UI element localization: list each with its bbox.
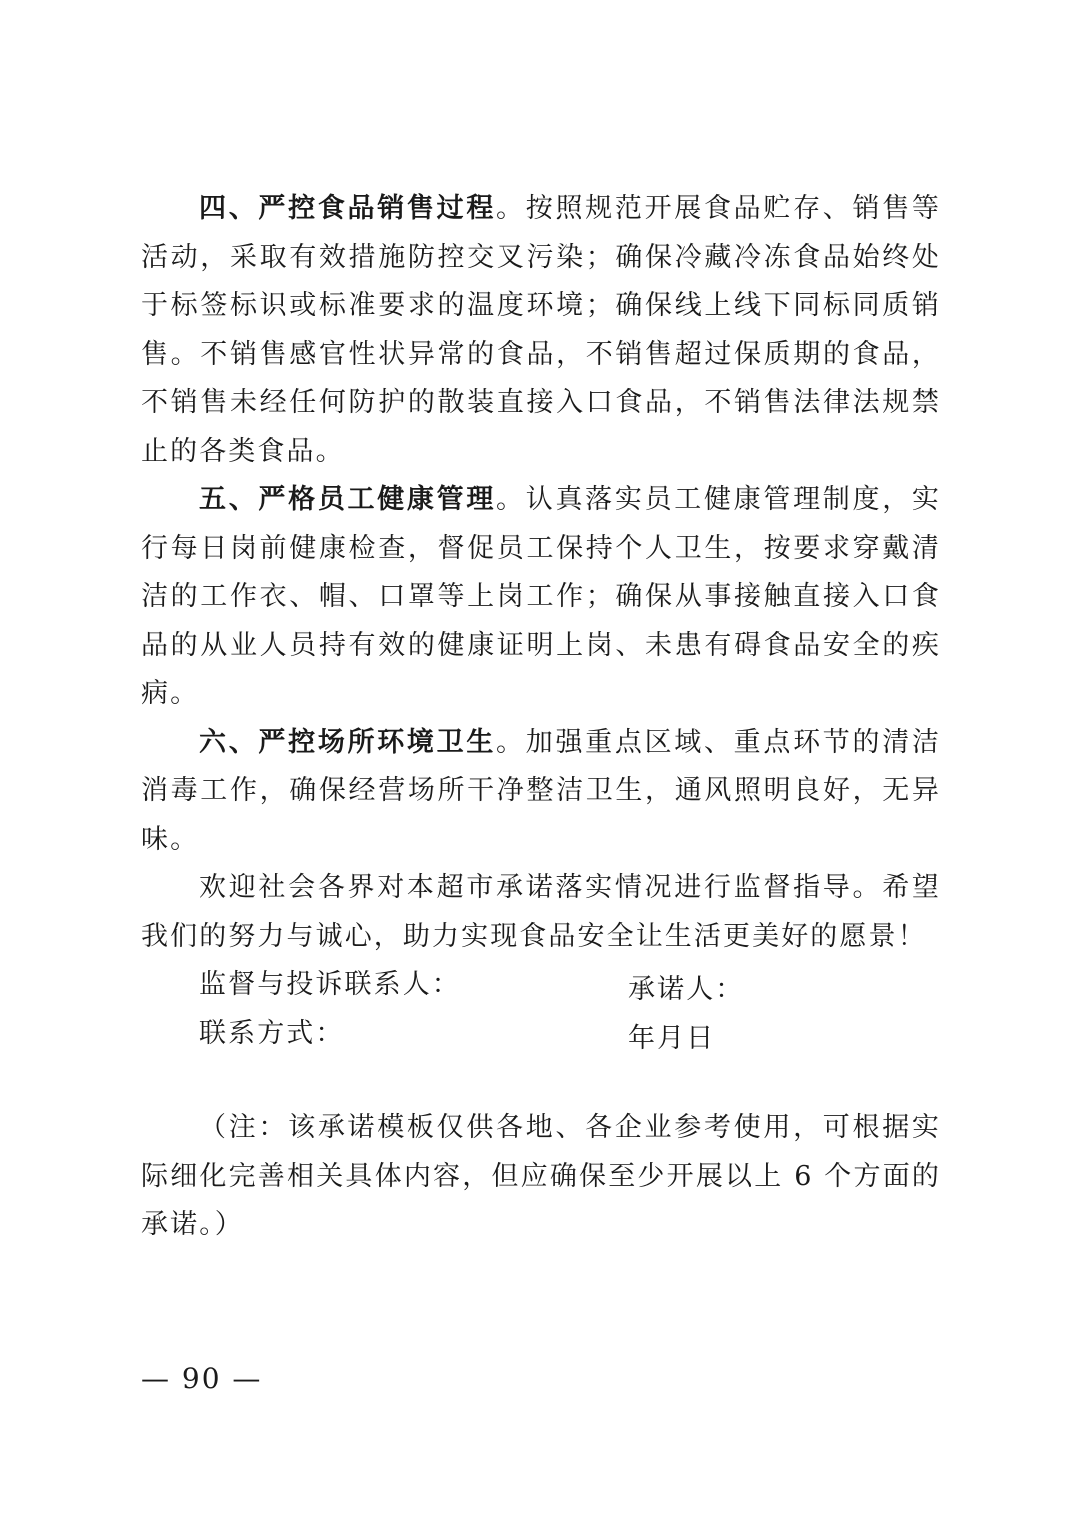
template-note (141, 1104, 941, 1250)
paragraph-sales-process (141, 185, 941, 476)
paragraph-staff-health (141, 476, 941, 719)
date-label: 年月日 (628, 1022, 716, 1054)
closing-paragraph: 欢迎社会各界对本超市承诺落实情况进行监督指导。希望我们的努力与诚心，助力实现食品安全让生活更美好的愿景！ (141, 872, 941, 952)
signature-block (628, 966, 744, 1063)
paragraph-text: 。认真落实员工健康管理制度，实行每日岗前健康检查，督促员工保持个人卫生，按要求穿戴清洁的工作衣、帽、口罩等上岗工作；确保从事接触直接入口食品的从业人员持有效的健康证明上岗、未患有碍食品安全的疾病。 (141, 484, 942, 709)
commitment-body (141, 185, 941, 1058)
promisor-label: 承诺人： (628, 974, 745, 1005)
paragraph-heading: 五、严格员工健康管理 (199, 484, 497, 515)
page-number: — 90 — (141, 1362, 263, 1395)
paragraph-text: 。按照规范开展食品贮存、销售等活动，采取有效措施防控交叉污染；确保冷藏冷冻食品始终处于标签标识或标准要求的温度环境；确保线上线下同标同质销售。不销售感官性状异常的食品，不销售超过保质期的食品，不销售未经任何防护的散装直接入口食品，不销售法律法规禁止的各类食品。 (141, 193, 942, 467)
paragraph-heading: 四、严控食品销售过程 (199, 193, 497, 224)
paragraph-heading: 六、严控场所环境卫生 (199, 726, 497, 758)
template-note-text: （注：该承诺模板仅供各地、各企业参考使用，可根据实际细化完善相关具体内容，但应确保至少开展以上 6 个方面的承诺。） (141, 1112, 941, 1240)
contact-method-label: 联系方式： (199, 1017, 345, 1049)
paragraph-text: 。加强重点区域、重点环节的清洁消毒工作，确保经营场所干净整洁卫生，通风照明良好，无异味。 (141, 726, 942, 855)
contact-person-label: 监督与投诉联系人： (199, 969, 461, 1000)
paragraph-environment-hygiene (141, 719, 941, 865)
